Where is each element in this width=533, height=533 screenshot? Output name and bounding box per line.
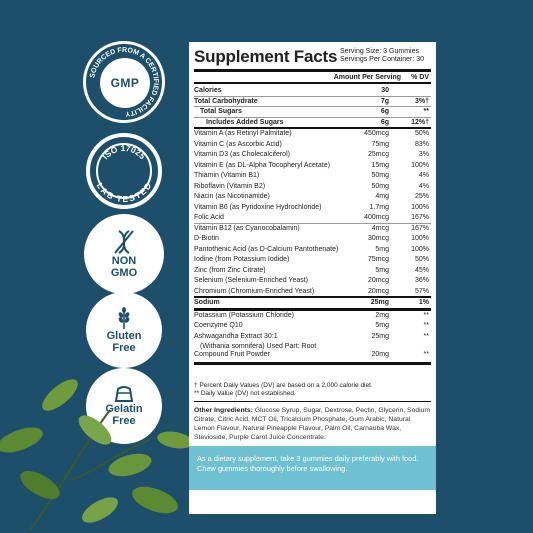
nutrient-name: Zinc (from Zinc Citrate) [194, 266, 266, 274]
other-ingredients [194, 406, 431, 442]
nutrient-name: D-Biotin [194, 235, 219, 242]
nutrient-name: Coenzyme Q10 [194, 322, 243, 329]
nutrient-dv: 12%† [411, 118, 429, 126]
non-gmo-line2: GMO [110, 267, 138, 279]
servings-per-container: Servings Per Container: 30 [340, 56, 425, 63]
svg-text:ISO 17025: ISO 17025 [100, 142, 148, 162]
nutrient-amount: 400mcg [364, 214, 389, 221]
nutrient-name: Folic Acid [194, 214, 224, 221]
gluten-free-line2: Free [112, 342, 136, 354]
nutrient-name: Total Sugars [200, 108, 242, 115]
thick-rule-bottom [194, 362, 431, 365]
leaves-decoration [0, 370, 200, 533]
footnote-not-established: ** Daily Value (DV) not established. [194, 390, 296, 397]
other-ingredients-text: Glucose Syrup, Sugar, Dextrose, Pectin, Glycerin, Sodium Citrate, Citric Acid, MCT Oil, Tricalcium Phosphate, Gum Arabic, Natural Lemon Flavour, Natural Pineapple Flavour, Palm Oil, Carnauba Wax, Stevioside, Purple Carot Juice Concentrate. [194, 407, 431, 441]
non-gmo-line1: NON [111, 255, 137, 267]
nutrient-amount: 6g [380, 118, 389, 126]
nutrient-amount: 4mcg [371, 224, 389, 232]
nutrient-dv: 57% [414, 287, 429, 295]
iso-badge [86, 133, 162, 209]
nutrient-amount: 450mcg [364, 130, 389, 137]
nutrient-name: Pantothenic Acid (as D-Calcium Pantothenate) [194, 245, 339, 253]
gelatin-free-line1: Gelatin [105, 403, 143, 415]
thick-rule-top [194, 69, 431, 72]
gmp-center [100, 58, 150, 108]
nutrient-dv: 50% [414, 256, 429, 263]
dna-icon [113, 229, 135, 255]
nutrient-dv: 45% [414, 266, 429, 274]
supplement-facts-panel [189, 42, 436, 514]
nutrient-dv: ** [423, 322, 429, 329]
other-ingredients-label: Other Ingredients: [194, 407, 253, 414]
nutrient-dv: 167% [411, 214, 429, 221]
wheat-icon [116, 306, 132, 330]
nutrient-name: Vitamin D3 (as Cholecalciferol) [194, 151, 290, 158]
nutrient-name: Total Carbohydrate [194, 97, 258, 105]
nutrient-name: Iodine (from Potassium Iodide) [194, 256, 290, 263]
nutrient-amount: 50mg [371, 172, 389, 179]
nutrient-dv: 100% [411, 161, 429, 169]
rule-other [194, 401, 431, 402]
nutrient-name: Vitamin B6 (as Pyridoxine Hydrochloride) [194, 203, 322, 211]
nutrient-amount: 5mg [375, 245, 389, 253]
thick-rule-header [194, 82, 431, 84]
gluten-free-badge [86, 292, 162, 368]
nutrient-name: Ashwagandha Extract 30:1 [194, 332, 278, 340]
nutrient-dv: ** [423, 332, 429, 340]
nutrient-amount: 25mcg [367, 151, 389, 158]
footnote-dv: † Percent Daily Values (DV) are based on a 2,000 calorie diet. [194, 382, 373, 389]
nutrient-amount: 5mg [375, 266, 389, 274]
serving-size: Serving Size: 3 Gummies [340, 48, 419, 55]
nutrient-amount: 5mg [375, 322, 389, 329]
nutrient-name: Vitamin A (as Retinyl Palmitate) [194, 130, 292, 137]
nutrient-dv: ** [423, 311, 429, 319]
nutrient-dv: 25% [414, 193, 429, 200]
nutrient-amount: 2mg [375, 311, 389, 319]
directions-text: As a dietary supplement, take 3 gummies daily preferably with food. Chew gummies thoroughly before swallowing. [197, 454, 419, 473]
nutrient-dv: 50% [414, 130, 429, 137]
nutrient-dv: 4% [418, 182, 429, 190]
nutrient-dv: 3%† [414, 97, 429, 105]
header-dv: % DV [411, 74, 429, 81]
nutrient-dv: 3% [418, 151, 429, 158]
nutrient-name: Potassium (Potassium Chloride) [194, 311, 294, 319]
non-gmo-badge [84, 214, 164, 294]
nutrient-amount: 1.7mg [369, 203, 389, 211]
gmp-badge [83, 41, 165, 123]
nutrient-amount: 30 [381, 87, 389, 94]
nutrient-amount: 30mcg [367, 235, 389, 242]
nutrient-dv: 167% [411, 224, 429, 232]
header-amount: Amount Per Serving [333, 74, 401, 81]
facts-title: Supplement Facts [194, 47, 338, 66]
directions-box [189, 446, 436, 490]
nutrient-name: Includes Added Sugars [206, 118, 284, 126]
nutrient-dv: 4% [418, 172, 429, 179]
nutrient-dv: 100% [411, 235, 429, 242]
serving-info [340, 48, 424, 64]
svg-text:LAB TESTED: LAB TESTED [94, 180, 154, 205]
nutrient-name: Vitamin C (as Ascorbic Acid) [194, 140, 282, 148]
nutrient-dv: 83% [414, 140, 429, 148]
nutrient-amount: 6g [380, 108, 389, 115]
nutrient-dv: 1% [418, 299, 429, 306]
nutrient-name: Riboflavin (Vitamin B2) [194, 182, 266, 190]
gelatin-free-line2: Free [112, 415, 136, 427]
nutrient-dv: ** [423, 351, 429, 358]
nutrient-name: Niacin (as Nicotinamide) [194, 193, 270, 200]
nutrient-amount: 25mg [370, 299, 389, 306]
nutrient-name: Sodium [194, 299, 220, 306]
nutrient-dv: 36% [414, 277, 429, 284]
nutrient-amount: 20mcg [367, 287, 389, 295]
nutrient-name: Vitamin B12 (as Cyanocobalamin) [194, 224, 300, 232]
section-rule [194, 296, 431, 298]
nutrient-amount: 25mg [371, 332, 389, 340]
nutrient-amount: 20mg [371, 351, 389, 358]
nutrient-amount: 7g [380, 97, 389, 105]
nutrient-name: Thiamin (Vitamin B1) [194, 172, 260, 179]
nutrient-amount: 20mcg [367, 277, 389, 284]
nutrient-amount: 4mg [375, 193, 389, 200]
gluten-free-line1: Gluten [106, 330, 142, 342]
nutrient-amount: 15mg [371, 161, 389, 169]
nutrient-dv: ** [423, 108, 429, 115]
nutrient-dv: 100% [411, 245, 429, 253]
svg-text:SOURCED FROM A CERTIFIED FACIL: SOURCED FROM A CERTIFIED FACILITY [89, 46, 160, 118]
nutrient-name: Chromium (Chromium-Enriched Yeast) [194, 287, 315, 295]
nutrient-amount: 75mg [371, 140, 389, 148]
nutrient-dv: 100% [411, 203, 429, 211]
nutrient-amount: 50mg [371, 182, 389, 190]
iso-arc-text [90, 137, 158, 205]
nutrient-name: Compound Fruit Powder [194, 351, 270, 358]
nutrient-amount: 75mcg [367, 256, 389, 263]
nutrient-name: Vitamin E (as DL-Alpha Tocopheryl Acetate) [194, 161, 330, 169]
nutrient-name: Calories [194, 87, 222, 94]
nutrient-name: (Withania somnifera) Used Part: Root [200, 343, 317, 350]
gmp-label: GMP [110, 76, 140, 90]
nutrient-name: Selenium (Selenium-Enriched Yeast) [194, 277, 309, 284]
